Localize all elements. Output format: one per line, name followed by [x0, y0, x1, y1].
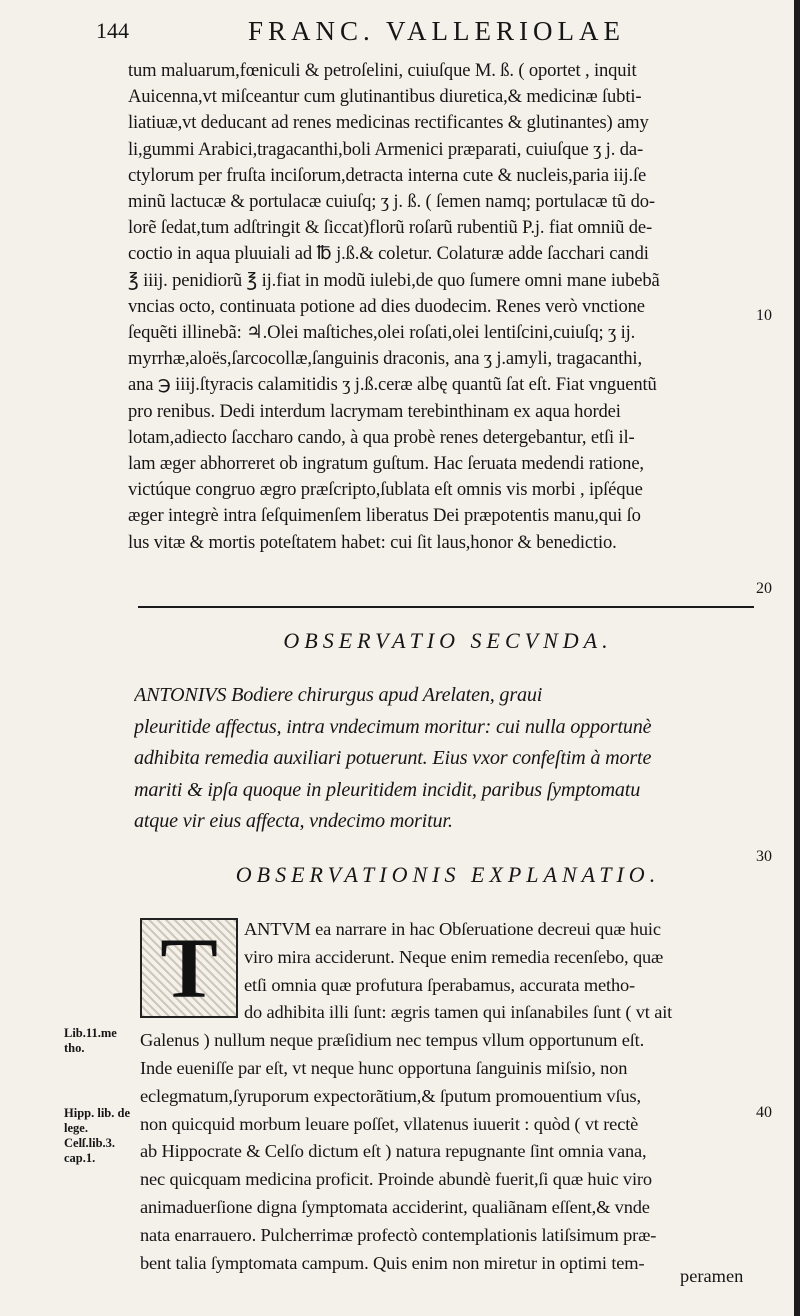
running-head: FRANC. VALLERIOLAE [248, 16, 626, 46]
italic-line: pleuritide affectus, intra vndecimum moritur: cui nulla opportunè [134, 715, 652, 738]
text-line: æger integrè intra ſeſquimenſem liberatus Dei præpotentis manu,qui ſo [128, 505, 641, 527]
line-number-40: 40 [756, 1104, 772, 1121]
text-line: nec quicquam medicina proficit. Proinde abundè fuerit,ſi quæ huic viro [140, 1169, 652, 1190]
page-header [96, 18, 756, 52]
text-line: nata enarrauero. Pulcherrimæ profectò contemplationis latiſsimum præ- [140, 1224, 657, 1245]
observatio-title: OBSERVATIO SECVNDA. [283, 628, 613, 653]
catchword: peramen [680, 1266, 744, 1286]
text-line: eclegmatum,ſyruporum expectorãtium,& ſputum promouentium vſus, [140, 1085, 641, 1106]
text-line: myrrhæ,aloës,ſarcocollæ,ſanguinis draconis, ana ʒ j.amyli, tragacanthi, [128, 348, 642, 370]
page-number: 144 [96, 18, 129, 43]
text-line: lus vitæ & mortis poteſtatem habet: cui ſit laus,honor & benedictio. [128, 531, 617, 553]
text-line: coctio in aqua pluuiali ad ℔ j.ß.& coletur. Colaturæ adde ſacchari candi [128, 243, 649, 265]
text-line: tum maluarum,fœniculi & petroſelini, cuiuſque M. ß. ( oportet , inquit [128, 60, 637, 81]
text-line: victúque congruo ægro præſcripto,ſublata eſt omnis vis morbi , ipſéque [128, 479, 643, 501]
text-line: etſi omnia quæ profutura ſperabamus, accurata metho- [244, 974, 636, 995]
italic-line: atque vir eius affecta, vndecimo moritur. [134, 810, 453, 832]
explanatio-title: OBSERVATIONIS EXPLANATIO. [235, 862, 661, 887]
text-line: viro mira acciderunt. Neque enim remedia recenſebo, quæ [244, 946, 664, 967]
line-number-10: 10 [756, 307, 772, 324]
treatment-paragraph [128, 58, 760, 556]
text-line: ANTVM ea narrare in hac Obſeruatione decreui quæ huic [244, 919, 661, 939]
text-line: liatiuæ,vt deducant ad renes medicinas rectificantes & glutinantes) amy [128, 112, 649, 134]
text-line: ctylorum per fruſta inciſorum,detracta interna cute & nucleis,paria iij.ſe [128, 164, 647, 186]
text-line: minũ lactucæ & portulacæ cuiuſq; ʒ j. ß. ( ſemen namq; portulacæ tũ do- [128, 191, 655, 213]
explanatio-paragraph [140, 916, 760, 1277]
text-line: animaduerſione digna ſymptomata acciderint, qualiãnam eſſent,& vnde [140, 1196, 650, 1217]
italic-line: ANTONIVS Bodiere chirurgus apud Arelaten, graui [134, 684, 543, 706]
text-line: bent talia ſymptomata campum. Quis enim non miretur in optimi tem- [140, 1252, 645, 1273]
text-line: ab Hippocrate & Celſo dictum eſt ) natura repugnante ſint omnia vana, [140, 1141, 647, 1162]
section-rule [138, 606, 754, 608]
text-line: vncias octo, continuata potione ad dies duodecim. Renes verò vnctione [128, 295, 645, 317]
page-edge-shadow [794, 0, 800, 1316]
text-line: ſequẽti illinebã: ♃.Olei maſtiches,olei roſati,olei lentiſcini,cuiuſq; ʒ ij. [128, 322, 636, 344]
text-line: lotam,adiecto ſaccharo cando, à qua probè renes detergebantur, etſi il- [128, 426, 635, 448]
line-number-30: 30 [756, 848, 772, 865]
margin-note-hippocrates: Hipp. lib. de lege. Celſ.lib.3. cap.1. [64, 1106, 130, 1165]
italic-line: mariti & ipſa quoque in pleuritidem incidit, paribus ſymptomatu [134, 778, 641, 801]
margin-note-galen: Lib.11.me tho. [64, 1026, 117, 1055]
text-line: Inde eueniſſe par eſt, vt neque hunc opportuna ſanguinis miſsio, non [140, 1057, 628, 1078]
text-line: lorẽ ſedat,tum adſtringit & ſiccat)florũ roſarũ rubentiũ P.j. fiat omniũ de- [128, 217, 653, 239]
text-line: pro renibus. Dedi interdum lacrymam terebinthinam ex aqua hordei [128, 400, 621, 422]
text-line: li,gummi Arabici,tragacanthi,boli Armenici præparati, cuiuſque ʒ j. da- [128, 138, 643, 160]
text-line: ℥ iiij. penidiorũ ℥ ij.fiat in modũ iulebi,de quo ſumere omni mane iubebã [128, 269, 660, 291]
text-line: non quicquid morbum leuare poſſet, vllatenus iuuerit : quòd ( vt rectè [140, 1113, 639, 1134]
line-number-20: 20 [756, 580, 772, 597]
text-line: Auicenna,vt miſceantur cum glutinantibus diuretica,& medicinæ ſubti- [128, 86, 642, 108]
text-line: lam æger abhorreret ob ingratum guſtum. Hac ſeruata medendi ratione, [128, 453, 644, 475]
text-line: ana ℈ iiij.ſtyracis calamitidis ʒ j.ß.ceræ albę quantũ ſat eſt. Fiat vnguentũ [128, 374, 657, 396]
drop-cap-letter: T [160, 920, 218, 1016]
italic-line: adhibita remedia auxiliari potuerunt. Eius vxor confeſtim à morte [134, 747, 652, 769]
observatio-case-text [134, 680, 758, 838]
text-line: Galenus ) nullum neque præſidium nec tempus vllum opportunum eſt. [140, 1030, 645, 1051]
text-line: do adhibita illi ſunt: ægris tamen qui inſanabiles ſunt ( vt ait [244, 1002, 673, 1023]
